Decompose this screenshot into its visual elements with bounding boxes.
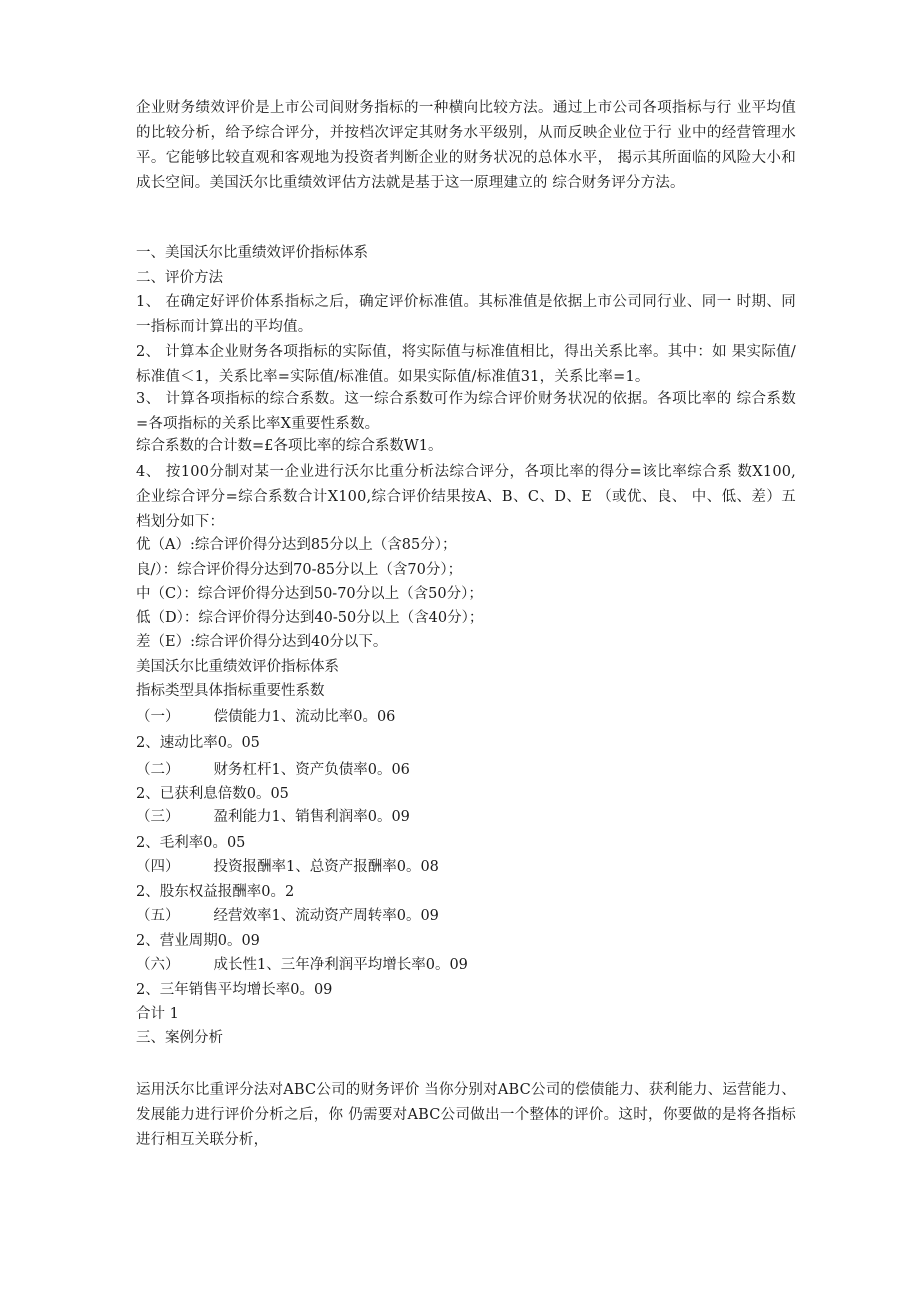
- table-row: 2、速动比率0。05: [136, 735, 260, 751]
- table-row-text: 财务杠杆1、资产负债率0。06: [213, 762, 410, 778]
- step-2: 2、 计算本企业财务各项指标的实际值，将实际值与标准值相比，得出关系比率。其中：如 果实际值/标准值＜1，关系比率=实际值/标准值。如果实际值/标准值31，关系比率=1。: [136, 344, 796, 385]
- grade-e: 差（E）:综合评价得分达到40分以下。: [136, 634, 388, 650]
- grade-d: 低（D）：综合评价得分达到40-50分以上（含40分）；: [136, 610, 484, 626]
- table-row-text: 盈利能力1、销售利润率0。09: [213, 809, 410, 825]
- intro-paragraph: 企业财务绩效评价是上市公司间财务指标的一种横向比较方法。通过上市公司各项指标与行 业平均值的比较分析，给予综合评分，并按档次评定其财务水平级别，从而反映企业位于行 业中的经营管理水平。它能够比较直观和客观地为投资者判断企业的财务状况的总体水平， 揭示其所面临的风险大小和成长空间。美国沃尔比重绩效评估方法就是基于这一原理建立的 综合财务评分方法。: [136, 100, 796, 191]
- table-row-num: （五）: [136, 908, 180, 924]
- case-paragraph: 运用沃尔比重评分法对ABC公司的财务评价 当你分别对ABC公司的偿债能力、获利能力、运营能力、发展能力进行评价分析之后，你 仍需要对ABC公司做出一个整体的评价。这时，你要做的是将各指标进行相互关联分析，: [136, 1082, 796, 1148]
- heading-3: 三、案例分析: [136, 1030, 223, 1046]
- total-line: 合计 1: [136, 1006, 179, 1022]
- table-row: [136, 955, 468, 975]
- table-row-text: 投资报酬率1、总资产报酬率0。08: [213, 859, 439, 875]
- heading-2: 二、评价方法: [136, 270, 223, 286]
- grade-a: 优（A）:综合评价得分达到85分以上（含85分）；: [136, 537, 457, 553]
- step-1: 1、 在确定好评价体系指标之后，确定评价标准值。其标准值是依据上市公司同行业、同一 时期、同一指标而计算出的平均值。: [136, 294, 796, 335]
- table-row: 2、股东权益报酬率0。2: [136, 884, 295, 900]
- table-row-num: （二）: [136, 762, 180, 778]
- table-row: 2、已获利息倍数0。05: [136, 786, 289, 802]
- table-row-num: （一）: [136, 709, 180, 725]
- table-row-num: （六）: [136, 957, 180, 973]
- table-row: [136, 707, 395, 727]
- heading-1: 一、美国沃尔比重绩效评价指标体系: [136, 245, 368, 261]
- table-row: [136, 857, 439, 877]
- table-row-text: 经营效率1、流动资产周转率0。09: [213, 908, 439, 924]
- table-row: [136, 760, 410, 780]
- table-header: 指标类型具体指标重要性系数: [136, 683, 325, 699]
- table-row: 2、三年销售平均增长率0。09: [136, 982, 333, 998]
- table-row: [136, 807, 410, 827]
- table-row: 2、毛利率0。05: [136, 835, 246, 851]
- grade-b: 良/）：综合评价得分达到70-85分以上（含70分）；: [136, 562, 463, 578]
- table-title: 美国沃尔比重绩效评价指标体系: [136, 659, 339, 675]
- table-row-text: 偿债能力1、流动比率0。06: [213, 709, 396, 725]
- grade-c: 中（C）：综合评价得分达到50-70分以上（含50分）；: [136, 586, 483, 602]
- table-row: 2、营业周期0。09: [136, 933, 260, 949]
- step-3: 3、 计算各项指标的综合系数。这一综合系数可作为综合评价财务状况的依据。各项比率的 综合系数=各项指标的关系比率X重要性系数。: [136, 391, 796, 432]
- table-row-text: 成长性1、三年净利润平均增长率0。09: [213, 957, 468, 973]
- table-row-num: （三）: [136, 809, 180, 825]
- table-row-num: （四）: [136, 859, 180, 875]
- table-row: [136, 906, 439, 926]
- step-4: 4、 按100分制对某一企业进行沃尔比重分析法综合评分，各项比率的得分=该比率综合系 数X100,企业综合评分=综合系数合计X100,综合评价结果按A、B、C、D、E （或优、良、 中、低、差）五档划分如下：: [136, 464, 796, 530]
- sum-line: 综合系数的合计数=£各项比率的综合系数W1。: [136, 438, 443, 454]
